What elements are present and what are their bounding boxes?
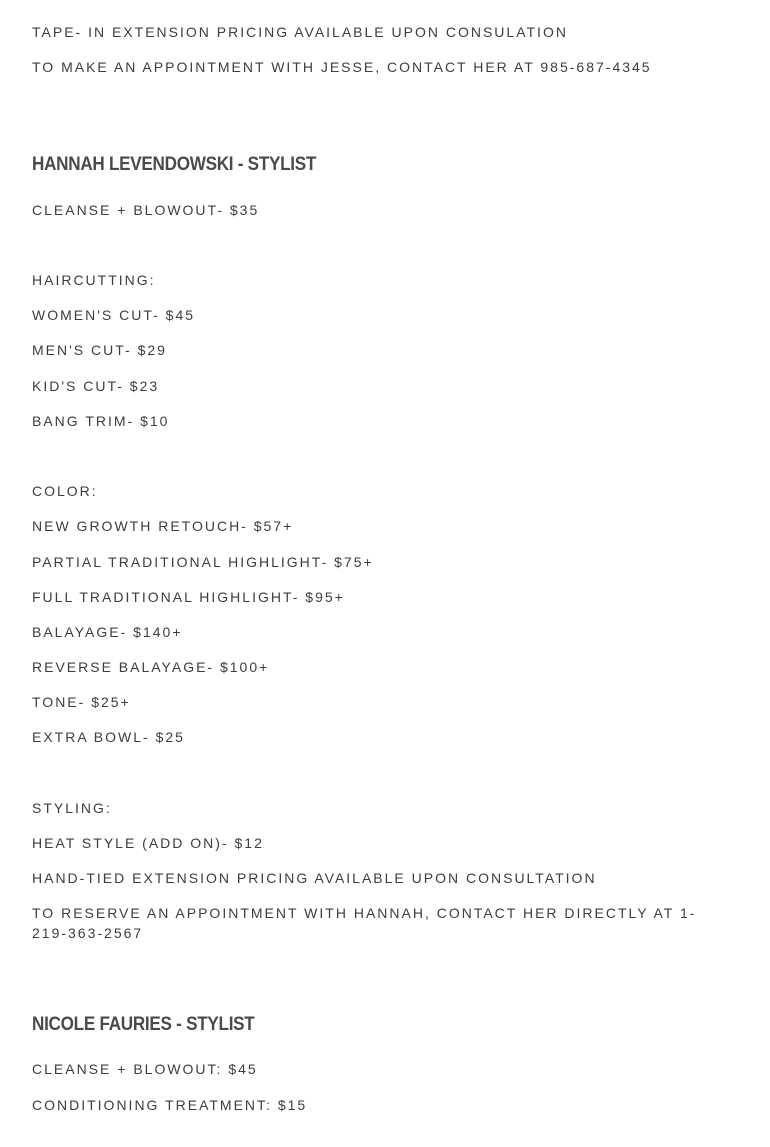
price-item: HEAT STYLE (ADD ON)- $12: [32, 835, 264, 851]
hannah-haircutting-title: HAIRCUTTING:: [32, 272, 156, 288]
price-item: REVERSE BALAYAGE- $100+: [32, 659, 270, 675]
price-item: TONE- $25+: [32, 694, 131, 710]
price-item: CLEANSE + BLOWOUT: $45: [32, 1061, 258, 1077]
price-item: BALAYAGE- $140+: [32, 624, 183, 640]
hannah-cleanse-price: CLEANSE + BLOWOUT- $35: [32, 202, 260, 218]
price-item: EXTRA BOWL- $25: [32, 729, 185, 745]
price-item: NEW GROWTH RETOUCH- $57+: [32, 518, 294, 534]
jesse-contact-note: TO MAKE AN APPOINTMENT WITH JESSE, CONTACT HER AT 985-687-4345: [32, 59, 652, 75]
jesse-tape-in-note: TAPE- IN EXTENSION PRICING AVAILABLE UPON CONSULATION: [32, 24, 568, 40]
price-item: PARTIAL TRADITIONAL HIGHLIGHT- $75+: [32, 554, 374, 570]
price-item: BANG TRIM- $10: [32, 413, 170, 429]
extension-note: HAND-TIED EXTENSION PRICING AVAILABLE UPON CONSULTATION: [32, 870, 597, 886]
hannah-contact-note: TO RESERVE AN APPOINTMENT WITH HANNAH, CONTACT HER DIRECTLY AT 1-219-363-2567: [32, 905, 697, 941]
nicole-heading: NICOLE FAURIES - STYLIST: [32, 1014, 255, 1035]
price-item: MEN'S CUT- $29: [32, 342, 167, 358]
price-item: WOMEN'S CUT- $45: [32, 307, 196, 323]
price-item: FULL TRADITIONAL HIGHLIGHT- $95+: [32, 589, 345, 605]
hannah-color-title: COLOR:: [32, 483, 98, 499]
hannah-heading: HANNAH LEVENDOWSKI - STYLIST: [32, 154, 317, 175]
price-item: KID'S CUT- $23: [32, 378, 160, 394]
hannah-styling-title: STYLING:: [32, 800, 112, 816]
price-item: CONDITIONING TREATMENT: $15: [32, 1097, 308, 1113]
